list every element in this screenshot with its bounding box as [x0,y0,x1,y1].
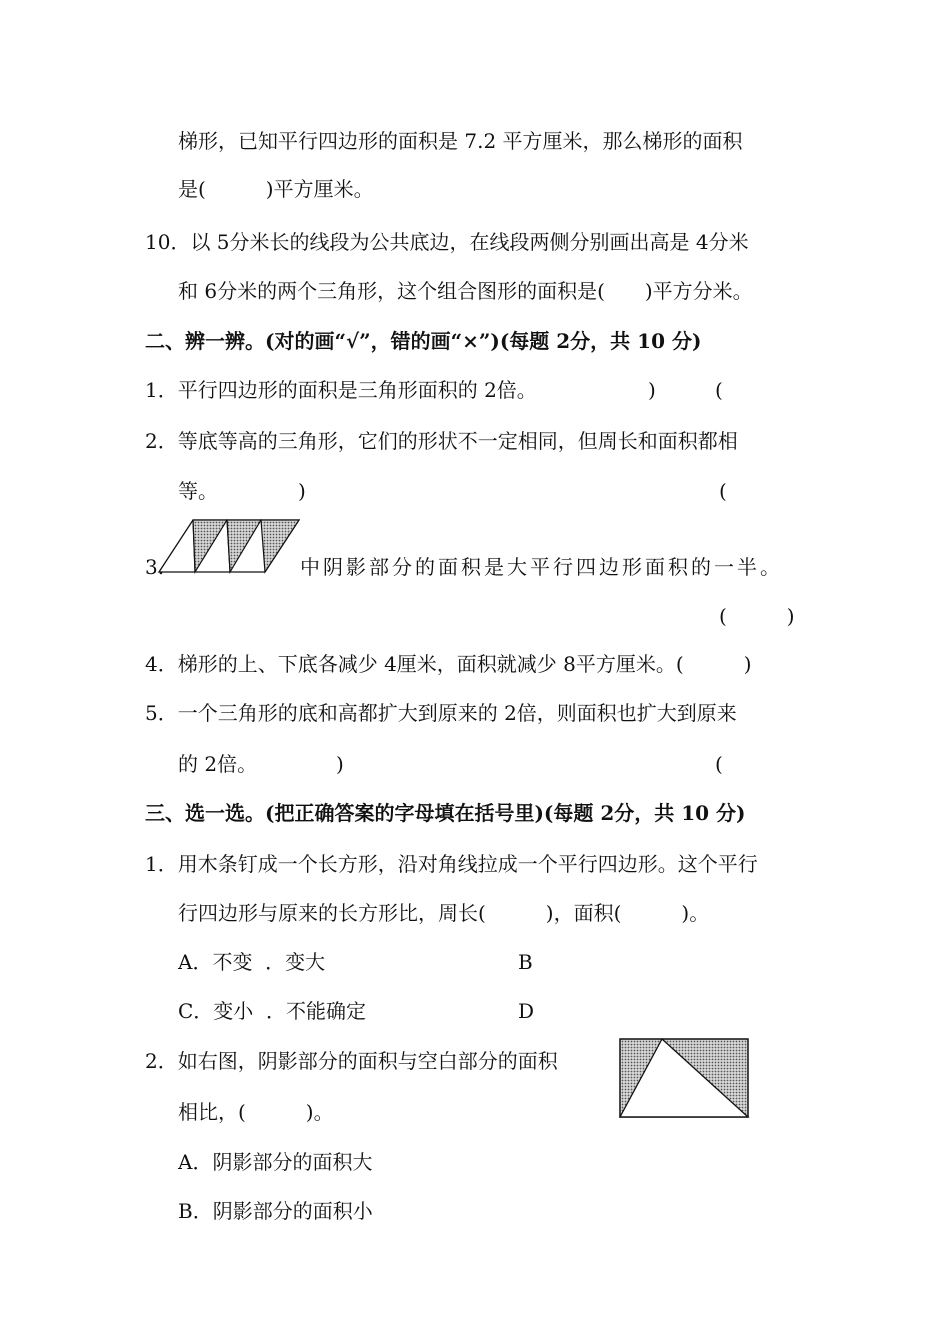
s2-q3-num: 3. [145,555,165,579]
s2-q1-close-paren: ) [648,378,656,402]
s2-q5-text: 5．一个三角形的底和高都扩大到原来的 2倍，则面积也扩大到原来 [145,701,737,725]
parallelogram-figure [155,518,305,576]
s2-q2-text: 2．等底等高的三角形，它们的形状不一定相同，但周长和面积都相 [145,429,738,453]
s3-q2-line1: 2．如右图，阴影部分的面积与空白部分的面积 [145,1049,558,1073]
s2-q5-open-paren: ( [715,752,723,776]
s3-q1-option-d: D [518,999,535,1023]
s3-q1-option-a: A．不变 ．变大 [178,950,326,974]
s3-q1-option-c: C．变小 ．不能确定 [178,999,367,1023]
s3-q1-option-b: B [518,950,533,974]
s3-q1-line2: 行四边形与原来的长方形比，周长( )，面积( )。 [178,901,710,925]
s3-q2-option-b: B．阴影部分的面积小 [178,1199,373,1223]
s3-q1-line1: 1．用木条钉成一个长方形，沿对角线拉成一个平行四边形。这个平行 [145,852,758,876]
s2-q1-text: 1．平行四边形的面积是三角形面积的 2倍。 [145,378,537,402]
q10-line1: 10．以 5分米长的线段为公共底边，在线段两侧分别画出高是 4分米 [145,230,749,254]
s2-q2-open-paren: ( [719,479,727,503]
s3-q2-line2: 相比，( )。 [178,1100,334,1124]
s2-q2-cont: 等。 [178,479,218,503]
s2-q5-cont: 的 2倍。 [178,752,258,776]
q10-line2: 和 6分米的两个三角形，这个组合图形的面积是( )平方分米。 [178,279,753,303]
shaded-triangle-1 [193,520,227,572]
section2-heading: 二、辨一辨。(对的画“√”，错的画“×”)(每题 2分，共 10 分) [145,329,702,353]
s2-q5-close-paren: ) [336,752,344,776]
shaded-triangle-2 [227,520,261,572]
shaded-triangle-3 [261,520,299,572]
s2-q4-text: 4．梯形的上、下底各减少 4厘米，面积就减少 8平方厘米。( ) [145,652,752,676]
s2-q2-close-paren: ) [298,479,306,503]
rectangle-triangle-figure [618,1037,752,1121]
s2-q3-text: 中阴影部分的面积是大平行四边形面积的一半。 [300,555,783,579]
s2-q3-paren: ( ) [719,604,795,628]
s2-q1-open-paren: ( [715,378,723,402]
section3-heading: 三、选一选。(把正确答案的字母填在括号里)(每题 2分，共 10 分) [145,801,746,825]
q9-line1: 梯形，已知平行四边形的面积是 7.2 平方厘米，那么梯形的面积 [178,129,743,153]
s3-q2-option-a: A．阴影部分的面积大 [178,1150,373,1174]
q9-line2: 是( )平方厘米。 [178,177,374,201]
